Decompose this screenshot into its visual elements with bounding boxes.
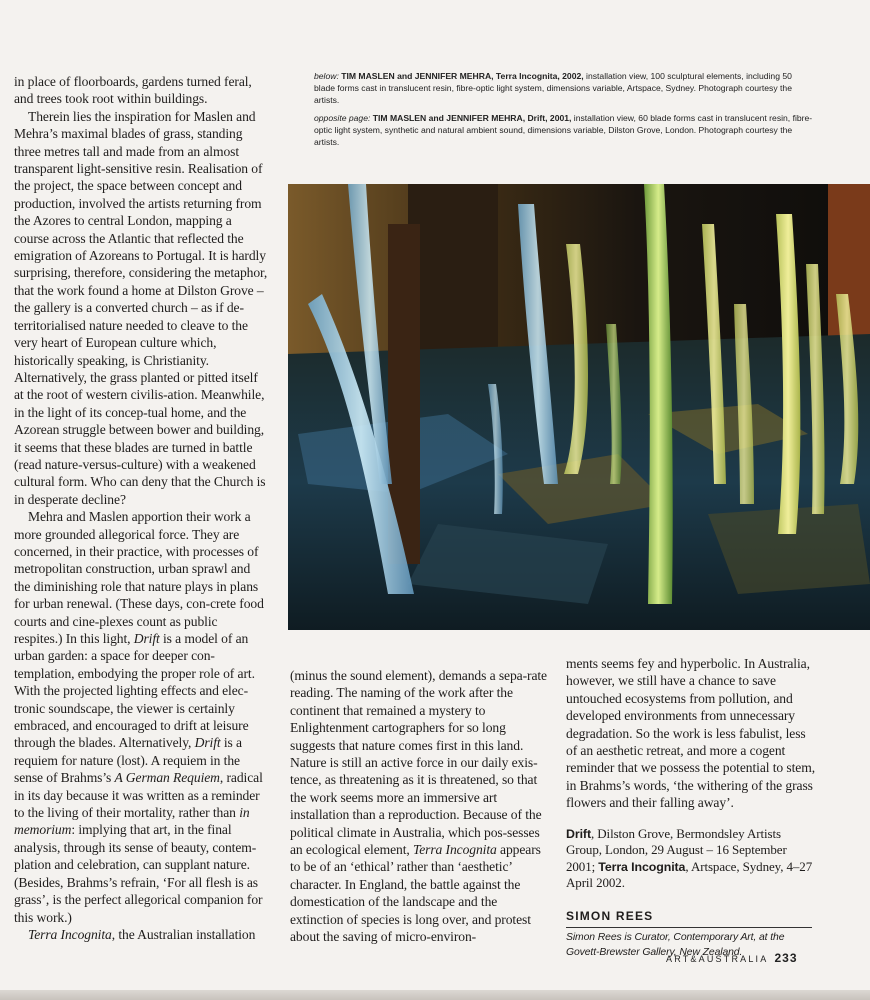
italic-term: in memorium xyxy=(14,805,250,838)
paragraph: Therein lies the inspiration for Maslen and Mehra’s maximal blades of grass, standing three metres tall and made from an almost transparent light-sensitive resin. Realisation of the project, the space between concept and production, involved the artists returning from the Azores to central London, mapping a course across the Atlantic that reflected the emigration of Azoreans to Portugal. It is hardly surprising, therefore, considering the metaphor, that the work found a home at Dilston Grove – the gallery is a converted church – as if de-territorialised nature needed to cleave to the very heart of European culture which, historically speaking, is Christianity. Alternatively, the grass planted or pitted itself at the root of western civilis-ation. Meanwhile, in the light of its concep-tual home, and the Azorean struggle between bower and building, it seems that these blades are turned in battle (read nature-versus-culture) with a weakened cultural form. Who can deny that the Church is in desperate decline? xyxy=(14,108,268,507)
author-name: SIMON REES xyxy=(566,908,812,928)
credit-info-terra: , Artspace, Sydney, 4–27 April 2002. xyxy=(566,858,813,891)
italic-title: Terra Incognita xyxy=(28,926,112,942)
caption-below-lead: below: xyxy=(314,71,339,81)
text-run: Mehra and Maslen apportion their work a more grounded allegorical force. They are concerned, in their practice, with processes of metropolitan construction, urban sprawl and the diminishing role that nature plays in plans for urban renewal. (These days, con-crete food courts and cine-plexes count as public respites.) In this light, xyxy=(14,509,264,646)
text-run: is a model of an urban garden: a space for deeper con-templation, embodying the proper role of art. With the projected lighting effects and elec-tronic soundscape, the viewer is certainly embraced, and encouraged to drift at leisure through the blades. Alternatively, xyxy=(14,631,255,751)
credit-title-terra: Terra Incognita xyxy=(598,859,686,874)
credit-title-drift: Drift xyxy=(566,826,591,841)
caption-opposite xyxy=(314,112,814,149)
text-run: is a requiem for nature (lost). A requiem in the sense of Brahms’s xyxy=(14,735,242,786)
installation-photo xyxy=(288,184,870,630)
photo-captions xyxy=(314,70,814,153)
text-run: (minus the sound element), demands a sepa-rate reading. The naming of the work after the continent that remained a mystery to Enlightenment cartographers for so long suggests that nature comes first in this land. Nature is still an active force in our daily exis-tence, as threatening as it is threatened, so that the work seems more an immersive art installation than a reproduction. Because of the political climate in Australia, which pos-sesses an ecological element, xyxy=(290,668,547,858)
text-run: appears to be of an ‘ethical’ rather than ‘aesthetic’ character. In England, the battle against the domestication of the landscape and the extinction of species is long over, and protest about the saving of micro-environ- xyxy=(290,842,541,945)
paragraph: ments seems fey and hyperbolic. In Australia, however, we still have a chance to save untouched ecosystems from pollution, and developed environments from unnecessary degradation. So the work is less fabulist, less of an aesthetic retreat, and more a cogent reminder that we possess the potential to stem, in Brahms’s words, ‘the withering of the grass flowers and their falling away’. xyxy=(566,656,815,811)
paragraph: in place of floorboards, gardens turned feral, and trees took root within buildings. xyxy=(14,74,252,107)
text-run: , radical in its day because it was written as a reminder to the living of their mortality, rather than xyxy=(14,770,263,821)
text-run: : implying that art, in the final analysis, through its sense of beauty, contem-plation and celebration, can supplant nature. (Besides, Brahms’s refrain, ‘For all flesh is as grass’, is the perfect allegorical companion for this work.) xyxy=(14,822,263,925)
paragraph xyxy=(290,667,548,946)
caption-opposite-lead: opposite page: xyxy=(314,112,371,123)
italic-title: A German Requiem xyxy=(114,770,220,786)
paragraph xyxy=(14,508,268,926)
page-footer xyxy=(666,951,798,965)
page-edge xyxy=(0,990,870,1000)
credits-text xyxy=(566,826,816,892)
article-column-3 xyxy=(566,655,816,960)
caption-below xyxy=(314,70,814,107)
italic-title: Drift xyxy=(133,631,160,646)
page-number: 233 xyxy=(774,951,798,965)
italic-title: Drift xyxy=(194,735,221,751)
caption-opposite-title: TIM MASLEN and JENNIFER MEHRA, Drift, 2001, xyxy=(372,112,572,123)
installation-photo-drawing xyxy=(288,184,870,630)
caption-below-title: TIM MASLEN and JENNIFER MEHRA, Terra Incognita, 2002, xyxy=(341,71,584,81)
caption-below-details: installation view, 100 sculptural elements, including 50 blade forms cast in translucent resin, fibre-optic light system, dimensions variable, Artspace, Sydney. Photograph courtesy the artists. xyxy=(314,71,792,106)
credit-info-drift: , Dilston Grove, Bermondsley Artists Group, London, 29 August – 16 September 2001; xyxy=(566,825,787,874)
article-column-1 xyxy=(14,73,268,943)
article-column-2 xyxy=(290,667,548,946)
magazine-name: ART&AUSTRALIA xyxy=(666,954,769,964)
caption-opposite-details: installation view, 60 blade forms cast in translucent resin, fibre-optic light system, synthetic and natural ambient sound, dimensions variable, Dilston Grove, London. Photograph courtesy the artists. xyxy=(314,112,813,148)
exhibition-credits xyxy=(566,826,816,892)
author-bio: Simon Rees is Curator, Contemporary Art, at the Govett-Brewster Gallery, New Zealand. xyxy=(566,932,785,958)
paragraph xyxy=(14,926,268,943)
text-run: , the Australian installation xyxy=(111,926,256,942)
italic-title: Terra Incognita xyxy=(413,842,497,858)
